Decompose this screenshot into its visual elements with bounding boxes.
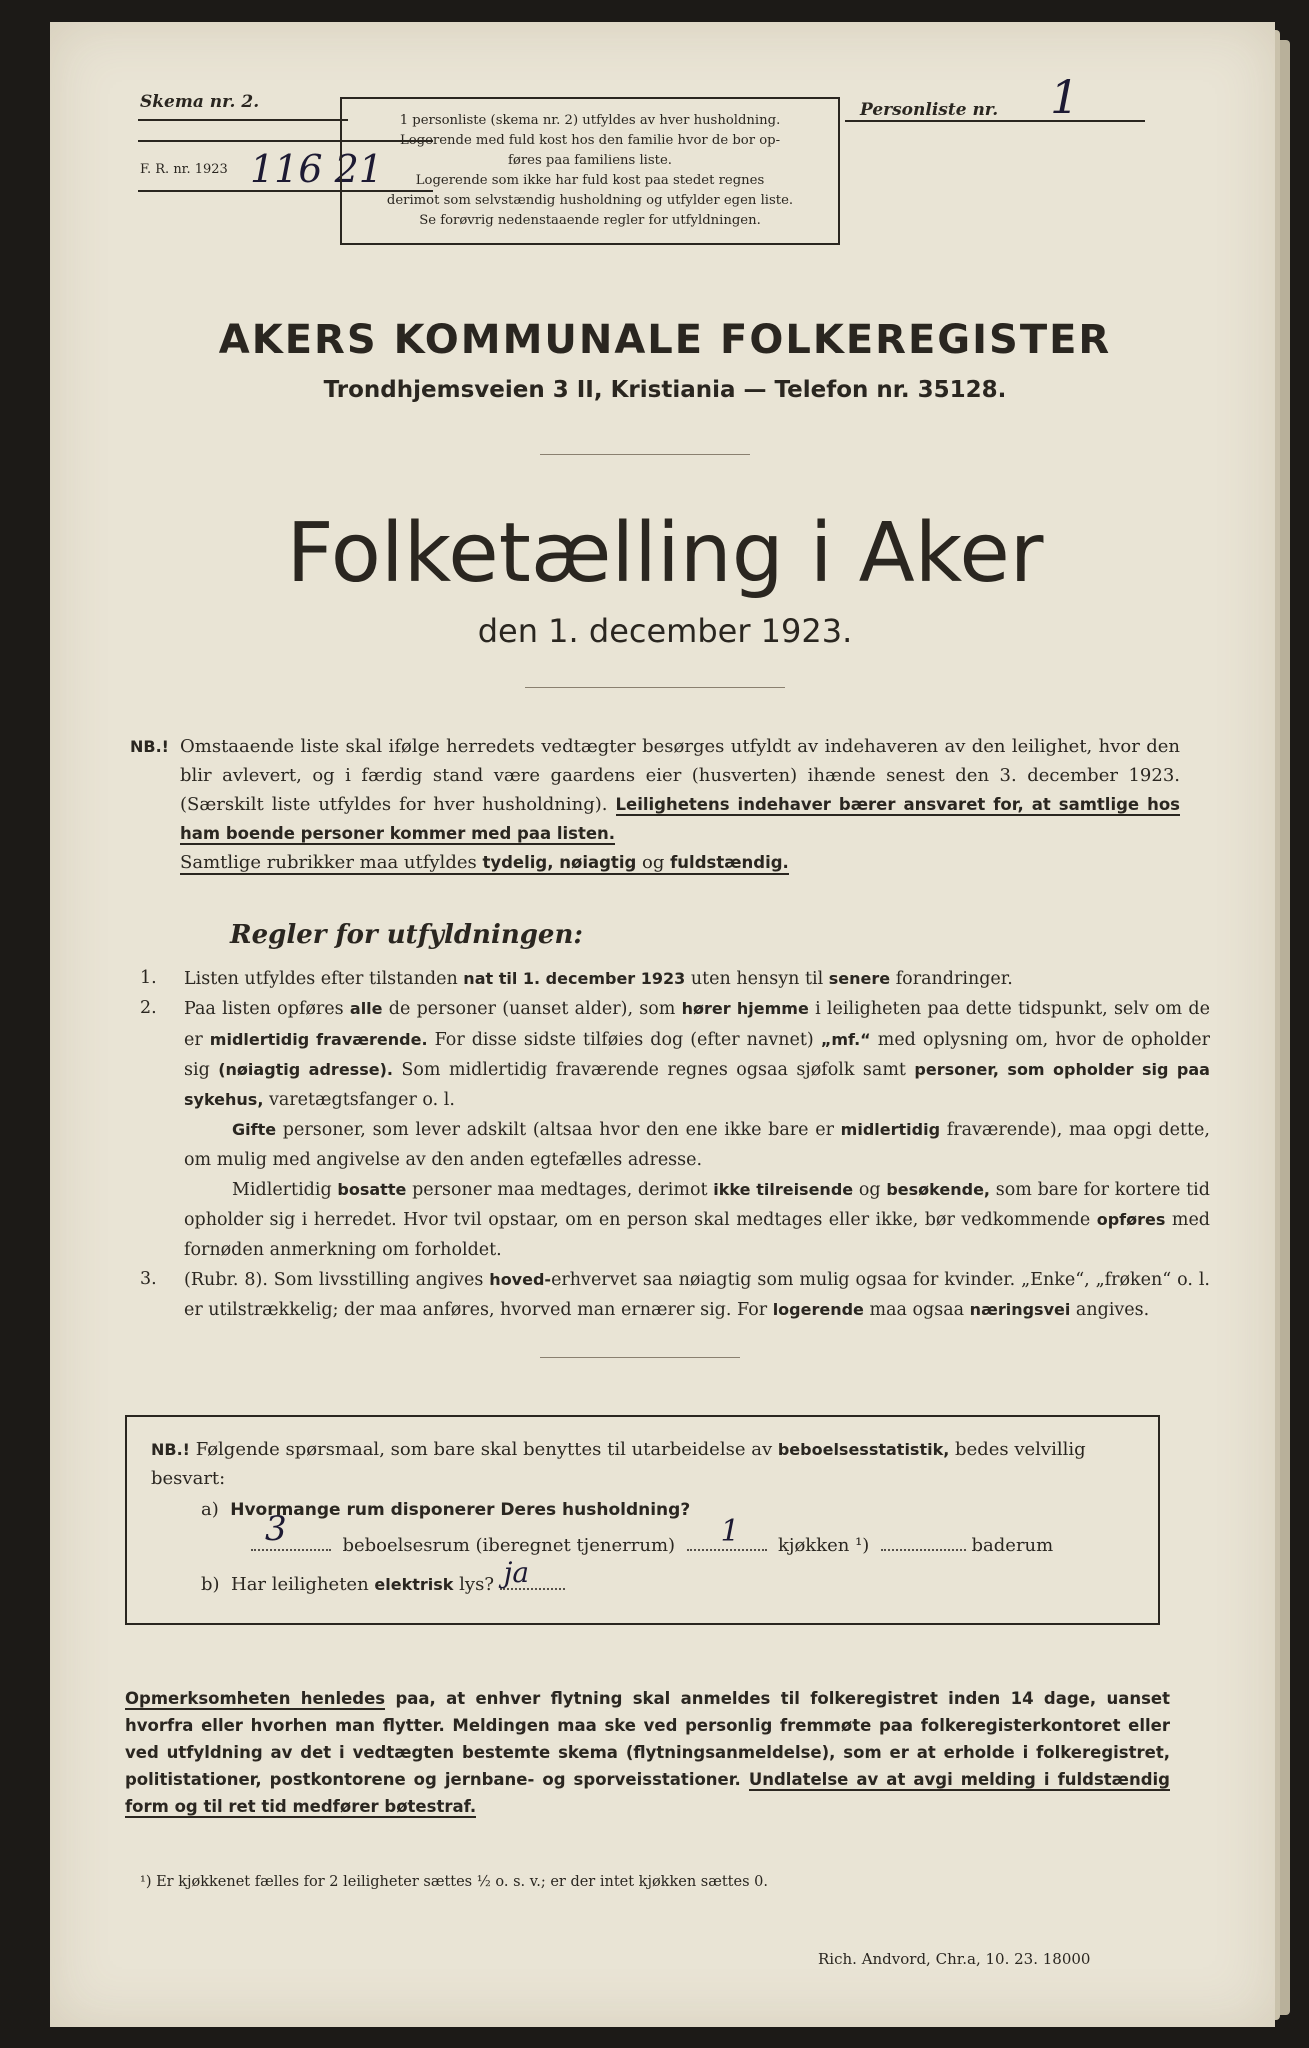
personliste-number-handwritten: 1 [1050,70,1080,124]
rule-text: angives. [1075,1300,1150,1321]
rules-heading: Regler for utfyldningen: [230,920,583,950]
kitchen-label: kjøkken ¹) [777,1535,870,1556]
rule-text: og [858,1180,881,1201]
question-bold: elektrisk [374,1575,454,1594]
nb2-intro [151,1435,1138,1493]
nb-tag: NB.! [151,1440,190,1459]
instruction-box [340,97,840,245]
rule-bold: personer, som opholder sig paa sykehus, [184,1059,1210,1110]
housing-statistics-box [125,1415,1160,1625]
fr-number-label: F. R. nr. 1923 [140,162,228,177]
rule-bold: Gifte [232,1120,277,1140]
rule-2-married [130,1115,1210,1175]
rule-bold: næringsvei [969,1300,1071,1320]
printer-imprint: Rich. Andvord, Chr.a, 10. 23. 18000 [818,1950,1091,1968]
nb2-text: Følgende spørsmaal, som bare skal benyttes til utarbeidelse av [195,1439,773,1460]
divider [845,120,1145,122]
instruction-line: Logerende med fuld kost hos den familie hvor de bor op- [399,133,781,148]
nb-line2 [180,852,789,875]
rule-bold: senere [828,969,891,988]
rule-text: erhvervet saa nøiagtig som mulig ogsaa for kvinder. „Enke“, „frøken“ o. l. er utilstrækkelig; der maa anføres, hvorved man ernærer sig. For [184,1269,1210,1321]
rule-text: Paa listen opføres [184,999,344,1020]
nb-notice [130,732,1180,877]
rule-bold: hoved- [489,1269,552,1289]
nb-line2-b: tydelig, nøiagtig [482,853,637,872]
rule-bold: „mf.“ [820,1029,871,1049]
instruction-line: Se forøvrig nedenstaaende regler for utfyldningen. [419,213,761,228]
rooms-value-handwritten: 3 [265,1509,287,1549]
question-text: Har leiligheten [231,1574,369,1595]
rule-text: Midlertidig [232,1180,332,1201]
question-label: a) [201,1499,219,1520]
rule-2-temporary [130,1175,1210,1265]
rule-text: For disse sidste tilføies dog (efter navnet) [434,1029,814,1050]
rule-text: personer maa medtages, derimot [412,1180,708,1201]
nb-text: Omstaaende liste skal ifølge herredets vedtægter besørges utfyldt av indehaveren av den leilighet, hvor den blir avlevert, og i færdig stand være gaardens eier (husverten) ihænde senest den 3. december 1923. (Særskilt liste utfyldes for hver husholdning). [180,736,1180,815]
fr-number-handwritten: 116 21 [250,147,383,191]
rule-text: Som midlertidig fraværende regnes ogsaa sjøfolk samt [401,1059,906,1080]
org-address: Trondhjemsveien 3 II, Kristiania — Telefon nr. 35128. [323,377,1007,403]
nb-tag: NB.! [130,737,169,756]
question-b [151,1556,1138,1599]
rule-text: med fornøden anmerkning om forholdet. [184,1210,1210,1260]
rule-bold: opføres [1096,1210,1166,1230]
instruction-line: føres paa familiens liste. [508,153,672,168]
main-title: Folketælling i Aker [286,506,1044,601]
rule-bold: midlertidig [840,1120,941,1140]
rule-bold: alle [349,999,383,1019]
rule-bold: ikke tilreisende [713,1180,854,1200]
rule-bold: (nøiagtig adresse). [218,1059,393,1079]
rule-text: forandringer. [895,969,1013,989]
census-form-sheet [50,22,1275,2027]
nb-line2-a: Samtlige rubrikker maa utfyldes [180,852,477,873]
divider [540,1357,740,1358]
moving-notice [125,1685,1170,1820]
bath-label: baderum [971,1535,1054,1556]
rule-2 [130,994,1210,1115]
electric-value-handwritten: ja [503,1556,530,1589]
instruction-line: 1 personliste (skema nr. 2) utfyldes av hver husholdning. [399,113,781,128]
electric-field[interactable] [500,1556,565,1590]
kitchen-field[interactable] [687,1514,767,1551]
moving-notice-underlined: Opmerksomheten henledes [125,1689,386,1708]
moving-notice-underlined: Undlatelse av at avgi melding i fuldstændig form og til ret tid medfører bøtestraf. [125,1770,1170,1816]
question-a [151,1495,1138,1525]
rooms-label: beboelsesrum (iberegnet tjenerrum) [342,1535,676,1556]
rule-text: maa ogsaa [869,1300,965,1321]
rule-text: som bare for kortere tid opholder sig i herredet. Hvor tvil opstaar, om en person skal medtages eller ikke, bør vedkommende [184,1180,1210,1231]
rule-3 [130,1265,1210,1326]
rule-number: 1. [140,968,157,988]
kitchen-value-handwritten: 1 [720,1514,740,1549]
divider [138,119,348,121]
nb2-bold: beboelsesstatistik, [777,1440,950,1459]
rule-bold: midlertidig fraværende. [209,1029,428,1049]
rule-text: i leiligheten paa dette tidspunkt, selv om de er [184,999,1210,1050]
divider [525,687,785,688]
divider [540,454,750,455]
rules-list [130,964,1210,1326]
rule-number: 3. [140,1268,157,1289]
personliste-label: Personliste nr. [860,100,999,120]
bath-field[interactable] [881,1531,966,1551]
rule-number: 2. [140,998,157,1019]
rule-bold: logerende [772,1300,864,1320]
question-text: lys? [459,1574,494,1595]
rule-text: fraværende), maa opgi dette, om mulig med angivelse av den anden egtefælles adresse. [184,1120,1210,1170]
moving-notice-text: paa, at enhver flytning skal anmeldes til folkeregistret inden 14 dage, uanset hvorfra eller hvorhen man flytter. Meldingen maa ske ved personlig fremmøte paa folkeregisterkontoret eller ved utfyldning av det i vedtægten bestemte skema (flytningsanmeldelse), som er at erholde i folkeregistret, politistationer, postkontorene og jernbane- og sporveisstationer. [125,1689,1170,1789]
rule-text: med oplysning om, hvor de opholder sig [184,1029,1210,1080]
rule-text: Listen utfyldes efter tilstanden [184,969,458,989]
footnote: ¹) Er kjøkkenet fælles for 2 leiligheter sættes ½ o. s. v.; er der intet kjøkken sættes 0. [140,1874,768,1890]
question-text: Hvormange rum disponerer Deres husholdning? [230,1500,691,1520]
rule-text: varetægtsfanger o. l. [268,1090,455,1111]
org-title: AKERS KOMMUNALE FOLKEREGISTER [218,317,1112,363]
nb-line2-c: og [642,852,665,873]
nb2-text: bedes velvillig besvart: [151,1439,1086,1489]
question-label: b) [201,1574,220,1595]
nb-bold-text: Leilighetens indehaver bærer ansvaret for, at samtlige hos ham boende personer kommer med paa listen. [180,795,1180,843]
rule-text: (Rubr. 8). Som livsstilling angives [184,1269,484,1290]
rule-bold: besøkende, [886,1180,990,1200]
census-date: den 1. december 1923. [477,612,853,650]
instruction-line: Logerende som ikke har fuld kost paa stedet regnes [415,173,765,188]
rooms-field[interactable] [251,1509,331,1551]
rule-text: de personer (uanset alder), som [388,999,676,1020]
rule-text: personer, som lever adskilt (altsaa hvor den ene ikke bare er [282,1120,834,1141]
rule-bold: hører hjemme [681,999,809,1019]
instruction-line: derimot som selvstændig husholdning og utfylder egen liste. [386,193,794,208]
rule-bold: bosatte [337,1180,407,1200]
rule-1 [130,964,1210,994]
skema-label: Skema nr. 2. [140,92,260,112]
nb-line2-d: fuldstændig. [670,853,789,872]
rule-bold: nat til 1. december 1923 [463,969,686,988]
rule-text: uten hensyn til [690,969,824,989]
